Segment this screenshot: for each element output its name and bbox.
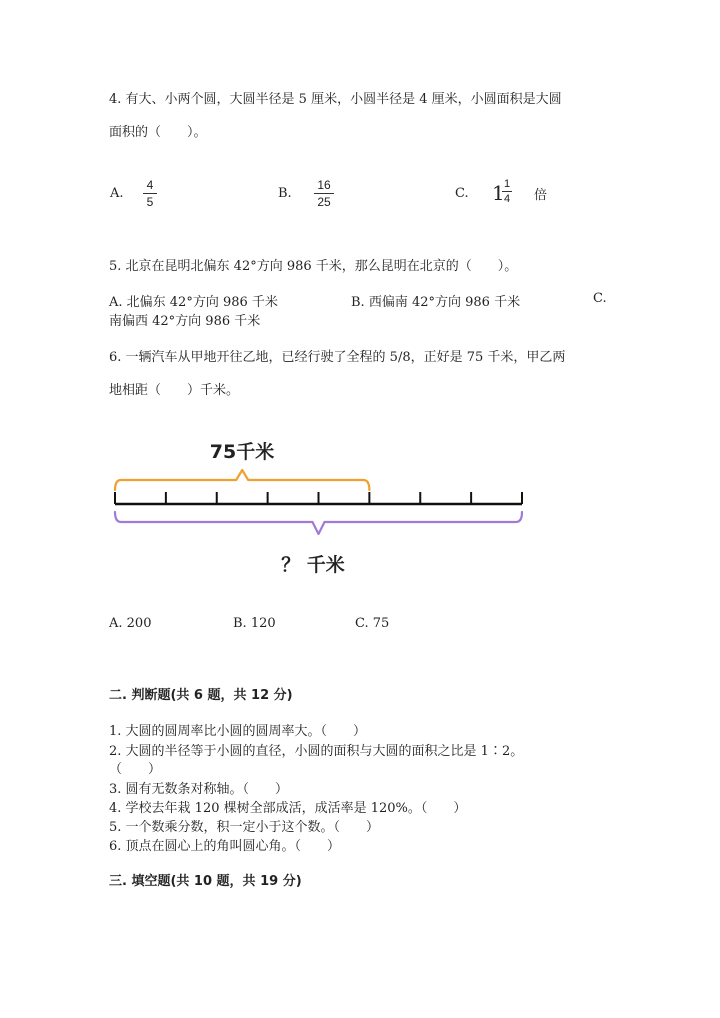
fraction-denominator: 5 [146, 195, 154, 209]
fraction-bar [502, 191, 512, 192]
q6-option-a: A. 200 [109, 616, 152, 631]
diagram-bottom-label: ？ 千米 [281, 554, 345, 576]
q6-line1: 6. 一辆汽车从甲地开往乙地，已经行驶了全程的 5/8，正好是 75 千米，甲乙两 [109, 350, 566, 365]
purple-brace [115, 512, 522, 534]
q5-option-a: A. 北偏东 42°方向 986 千米 [109, 295, 278, 310]
fraction-bar [143, 193, 157, 194]
q5-option-c-text: 南偏西 42°方向 986 千米 [109, 314, 261, 329]
q4-option-c-fraction [502, 178, 512, 205]
q4-option-b-fraction [314, 178, 334, 209]
judge-item-4: 4. 学校去年栽 120 棵树全部成活，成活率是 120%。（ ） [109, 801, 467, 816]
diagram-top-label: 75千米 [209, 441, 275, 463]
q4-option-c-whole: 1 [492, 181, 505, 205]
q5-option-b: B. 西偏南 42°方向 986 千米 [351, 295, 521, 310]
q4-option-c-label: C. [455, 186, 469, 201]
q6-option-c: C. 75 [355, 616, 390, 631]
q4-option-c-unit: 倍 [534, 188, 548, 203]
judge-item-3: 3. 圆有无数条对称轴。（ ） [109, 782, 289, 797]
section2-title: 二. 判断题(共 6 题，共 12 分) [109, 688, 293, 703]
fraction-numerator: 16 [317, 178, 331, 192]
q6-distance-diagram [0, 430, 720, 590]
q6-line2: 地相距（ ）千米。 [109, 383, 240, 398]
fraction-bar [314, 193, 334, 194]
judge-item-2-blank: （ ） [109, 762, 162, 777]
q4-option-a-fraction [143, 178, 157, 209]
fraction-denominator: 25 [317, 195, 331, 209]
q4-line1: 4. 有大、小两个圆，大圆半径是 5 厘米，小圆半径是 4 厘米，小圆面积是大圆 [109, 92, 562, 107]
fraction-numerator: 1 [503, 178, 511, 190]
judge-item-5: 5. 一个数乘分数，积一定小于这个数。（ ） [109, 820, 380, 835]
fraction-denominator: 4 [503, 193, 511, 205]
orange-brace [115, 470, 369, 490]
q4-line2: 面积的（ ）。 [109, 125, 207, 140]
judge-item-2: 2. 大圆的半径等于小圆的直径，小圆的面积与大圆的面积之比是 1∶2。 [109, 744, 524, 759]
judge-item-6: 6. 顶点在圆心上的角叫圆心角。（ ） [109, 839, 341, 854]
q6-option-b: B. 120 [233, 616, 276, 631]
section3-title: 三. 填空题(共 10 题，共 19 分) [109, 874, 302, 889]
q4-option-a-label: A. [110, 186, 124, 201]
fraction-numerator: 4 [146, 178, 154, 192]
tick-marks [115, 492, 522, 504]
q5-option-c-label: C. [593, 291, 607, 306]
judge-item-1: 1. 大圆的圆周率比小圆的圆周率大。（ ） [109, 724, 367, 739]
q5-text: 5. 北京在昆明北偏东 42°方向 986 千米，那么昆明在北京的（ ）。 [109, 259, 518, 274]
q4-option-b-label: B. [278, 186, 292, 201]
